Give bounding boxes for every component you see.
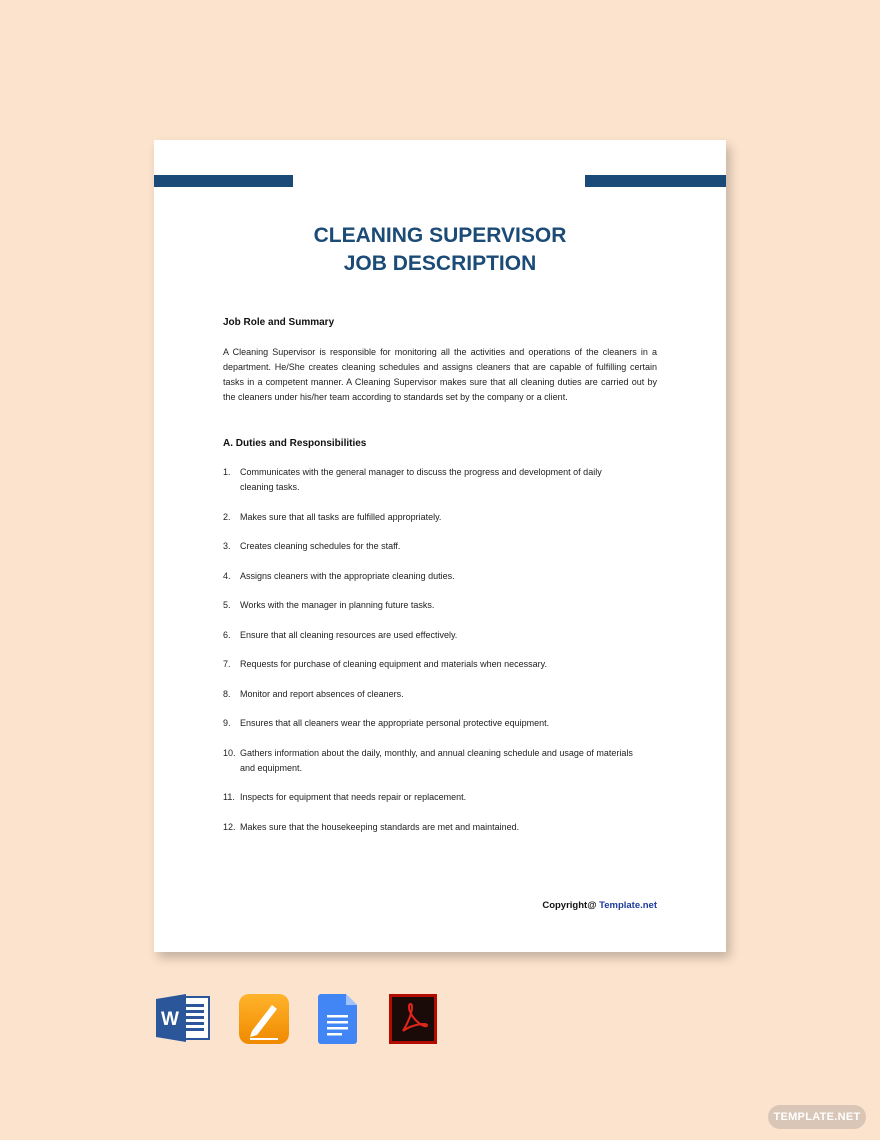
copyright-prefix: Copyright@ (542, 900, 600, 911)
pdf-icon[interactable] (388, 993, 438, 1045)
duty-text: Gathers information about the daily, monthly, and annual cleaning schedule and usage of materials and equipment. (240, 747, 633, 773)
duty-text: Makes sure that the housekeeping standards are met and maintained. (240, 821, 520, 832)
duty-item (223, 598, 657, 613)
duties-list (223, 465, 657, 835)
header-bar-right (585, 175, 726, 187)
document-page (154, 140, 726, 952)
duty-number: 10. (223, 747, 236, 758)
duty-number: 11. (223, 792, 235, 802)
google-docs-icon[interactable] (318, 993, 358, 1045)
copyright-link[interactable]: Template.net (599, 900, 657, 911)
duty-text: Makes sure that all tasks are fulfilled appropriately. (240, 511, 442, 522)
duty-number: 12. (223, 821, 236, 832)
duty-text: Ensures that all cleaners wear the appropriate personal protective equipment. (240, 718, 550, 728)
duty-text: Ensure that all cleaning resources are used effectively. (240, 629, 458, 640)
duty-text: Requests for purchase of cleaning equipment and materials when necessary. (240, 659, 548, 669)
duty-item (223, 716, 657, 731)
duty-item (223, 628, 657, 643)
duty-number: 8. (223, 688, 231, 699)
title-line-1: CLEANING SUPERVISOR (313, 224, 567, 247)
format-icons (0, 993, 880, 1045)
duty-item (223, 657, 657, 672)
duty-number: 5. (223, 600, 231, 610)
duty-number: 1. (223, 467, 231, 477)
header-bar-left (154, 175, 293, 187)
duty-number: 7. (223, 659, 231, 669)
duty-item (223, 569, 657, 584)
duty-item (223, 465, 657, 495)
duty-number: 9. (223, 718, 231, 728)
duty-text: Creates cleaning schedules for the staff. (240, 541, 401, 551)
duty-text: Communicates with the general manager to discuss the progress and development of daily cleaning tasks. (240, 467, 602, 492)
template-watermark: TEMPLATE.NET (768, 1105, 866, 1129)
duty-number: 4. (223, 570, 231, 581)
duty-item (223, 687, 657, 702)
duties-heading: A. Duties and Responsibilities (223, 438, 367, 449)
summary-text: A Cleaning Supervisor is responsible for monitoring all the activities and operations of the cleaners in a department. He/She creates cleaning schedules and assigns cleaners that are capable of fulfilling certain tasks in a competent manner. A Cleaning Supervisor makes sure that all cleaning duties are carried out by the cleaners under his/her team according to standards set by the company or a client. (223, 347, 657, 402)
duty-item (223, 746, 657, 776)
summary-heading: Job Role and Summary (223, 317, 335, 328)
duty-number: 3. (223, 541, 231, 551)
pages-icon[interactable] (238, 993, 290, 1045)
duty-text: Inspects for equipment that needs repair or replacement. (240, 792, 467, 802)
duty-item (223, 820, 657, 835)
duty-number: 2. (223, 511, 231, 522)
duty-item (223, 539, 657, 554)
document-title (154, 222, 726, 278)
copyright (542, 900, 657, 911)
word-icon-letter: W (161, 1009, 179, 1030)
duty-text: Assigns cleaners with the appropriate cleaning duties. (240, 570, 455, 581)
duty-item (223, 790, 657, 805)
duty-number: 6. (223, 629, 231, 640)
document-body (223, 316, 657, 849)
duty-text: Monitor and report absences of cleaners. (240, 688, 404, 699)
title-line-2: JOB DESCRIPTION (343, 252, 537, 275)
word-icon[interactable] (156, 993, 210, 1043)
duty-text: Works with the manager in planning future tasks. (240, 600, 435, 610)
duty-item (223, 510, 657, 525)
